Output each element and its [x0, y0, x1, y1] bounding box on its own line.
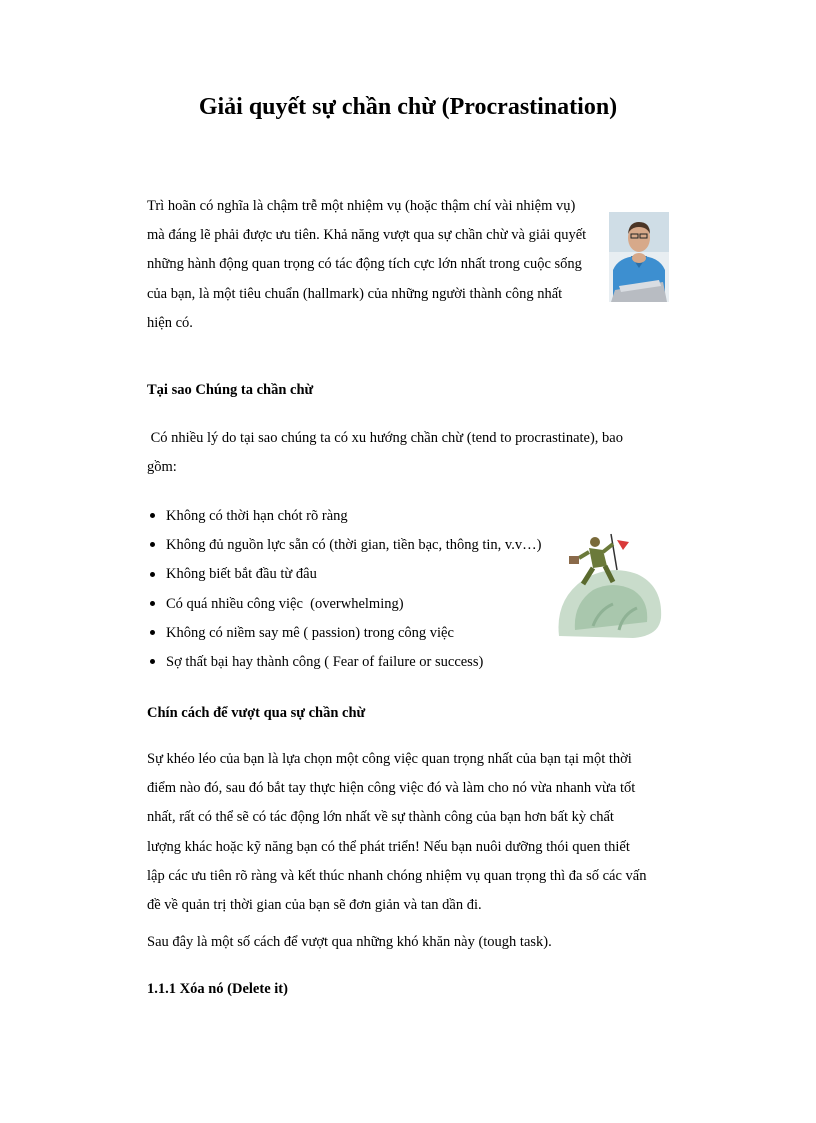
- intro-paragraph: [147, 192, 607, 338]
- nine-ways-line: lập các ưu tiên rõ ràng và kết thúc nhanh chóng nhiệm vụ quan trọng thì đa số các vấn: [147, 867, 647, 884]
- bullet-icon: [150, 630, 155, 635]
- tough-task-paragraph: Sau đây là một số cách để vượt qua những khó khăn này (tough task).: [147, 934, 552, 950]
- bullet-icon: [150, 542, 155, 547]
- intro-line: hiện có.: [147, 314, 193, 331]
- nine-ways-heading: Chín cách để vượt qua sự chần chừ: [147, 705, 366, 721]
- bullet-icon: [150, 572, 155, 577]
- list-item: [147, 502, 541, 531]
- list-item-text: Có quá nhiều công việc (overwhelming): [166, 595, 404, 612]
- nine-ways-paragraph: [147, 745, 677, 920]
- page-title: Giải quyết sự chần chừ (Procrastination): [198, 94, 618, 120]
- list-item-text: Sợ thất bại hay thành công ( Fear of failure or success): [166, 653, 484, 670]
- why-heading: Tại sao Chúng ta chần chừ: [147, 382, 314, 398]
- list-item: [147, 560, 541, 589]
- nine-ways-line: lượng khác hoặc kỹ năng bạn có thể phát triển! Nếu bạn nuôi dưỡng thói quen thiết: [147, 838, 630, 855]
- list-item: [147, 619, 541, 648]
- bullet-icon: [150, 659, 155, 664]
- why-intro-line: gồm:: [147, 459, 177, 476]
- bullet-icon: [150, 513, 155, 518]
- intro-line: Trì hoãn có nghĩa là chậm trễ một nhiệm vụ (hoặc thậm chí vài nhiệm vụ): [147, 198, 576, 214]
- list-item: [147, 531, 541, 560]
- list-item: [147, 648, 541, 677]
- why-intro-line: Có nhiều lý do tại sao chúng ta có xu hướng chần chừ (tend to procrastinate), bao: [147, 430, 623, 446]
- list-item: [147, 590, 541, 619]
- list-item-text: Không có thời hạn chót rõ ràng: [166, 508, 348, 524]
- list-item-text: Không đủ nguồn lực sẵn có (thời gian, tiền bạc, thông tin, v.v…): [166, 537, 542, 554]
- nine-ways-line: nhất, rất có thể sẽ có tác động lớn nhất về sự thành công của bạn hơn bất kỳ chất: [147, 809, 614, 826]
- nine-ways-line: điểm nào đó, sau đó bắt tay thực hiện công việc đó và làm cho nó vừa nhanh vừa tốt: [147, 780, 636, 797]
- list-item-text: Không biết bắt đầu từ đâu: [166, 566, 317, 583]
- nine-ways-line: đề về quản trị thời gian của bạn sẽ đơn giản và tan dần đi.: [147, 897, 482, 914]
- list-item-text: Không có niềm say mê ( passion) trong công việc: [166, 624, 454, 641]
- intro-line: của bạn, là một tiêu chuẩn (hallmark) của những người thành công nhất: [147, 285, 563, 302]
- why-intro-paragraph: [147, 424, 667, 482]
- delete-it-heading: 1.1.1 Xóa nó (Delete it): [147, 981, 288, 997]
- bullet-icon: [150, 601, 155, 606]
- intro-line: những hành động quan trọng có tác động tích cực lớn nhất trong cuộc sống: [147, 256, 582, 273]
- reasons-list: [147, 502, 541, 677]
- mountain-climber-icon: [553, 530, 665, 640]
- man-at-laptop-icon: [609, 212, 669, 302]
- nine-ways-line: Sự khéo léo của bạn là lựa chọn một công việc quan trọng nhất của bạn tại một thời: [147, 751, 632, 767]
- intro-line: mà đáng lẽ phải được ưu tiên. Khả năng vượt qua sự chần chừ và giải quyết: [147, 227, 587, 244]
